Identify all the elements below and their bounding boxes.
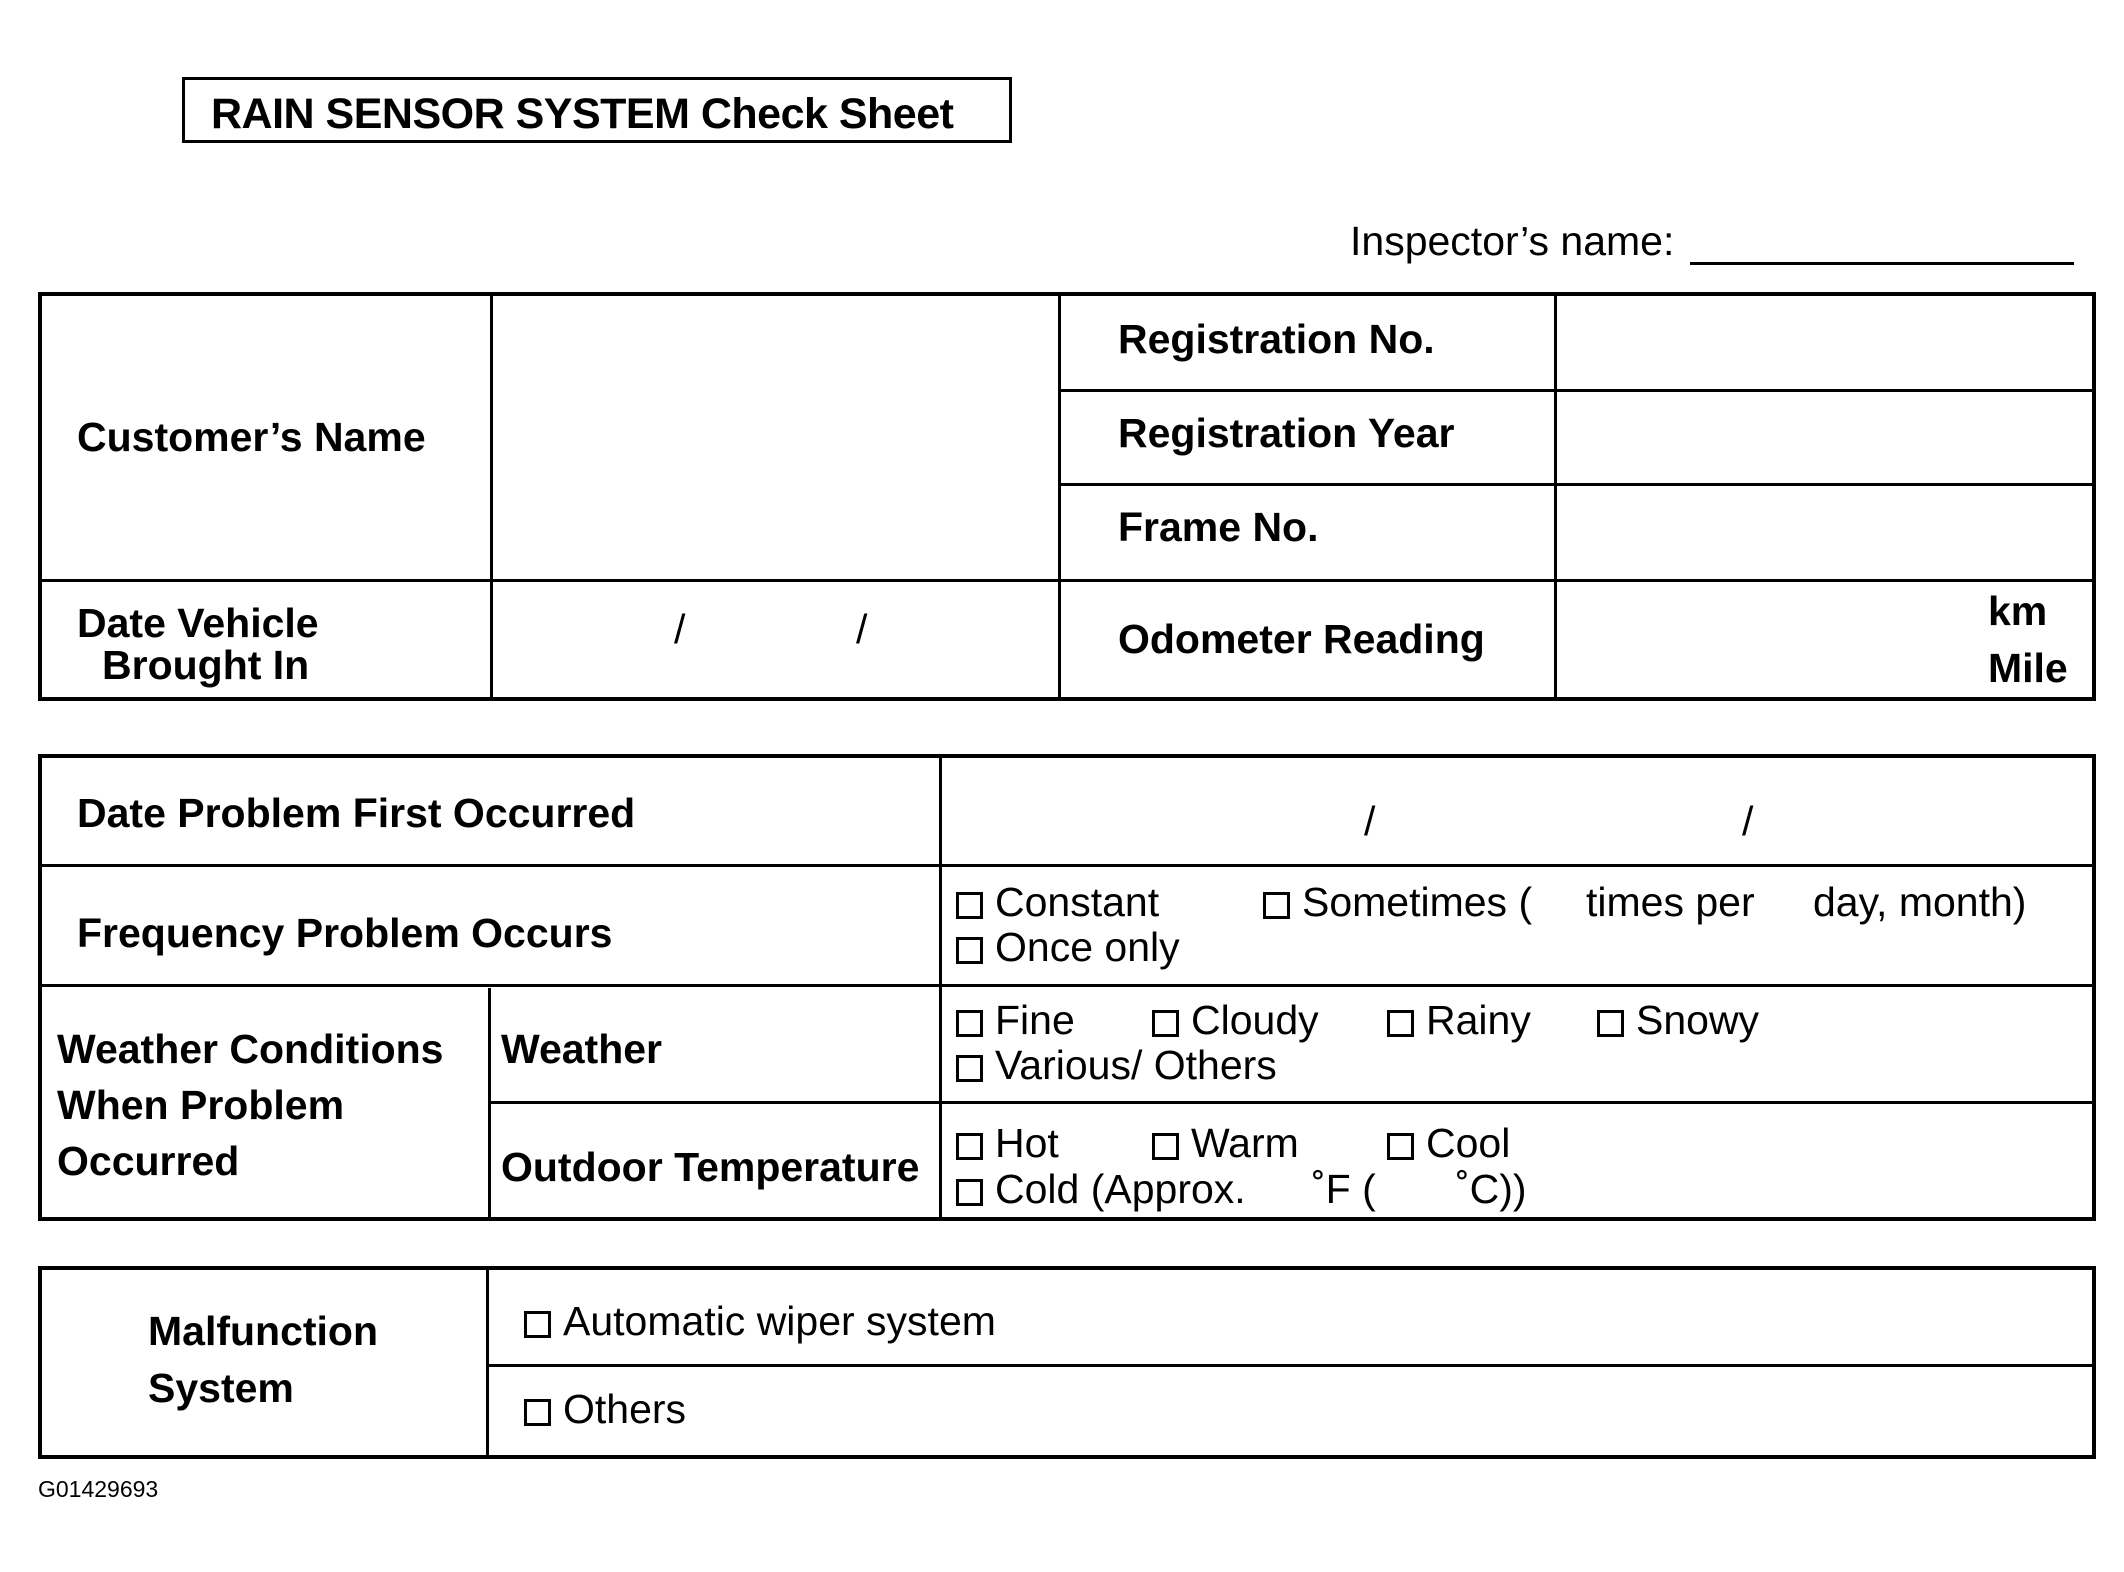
checkbox[interactable] (524, 1399, 551, 1426)
date-brought-in-label-line1: Date Vehicle (77, 600, 319, 646)
checkbox[interactable] (1597, 1010, 1624, 1037)
date-brought-in-label-line2: Brought In (102, 642, 310, 688)
registration-no-label: Registration No. (1118, 316, 1435, 362)
inspector-label: Inspector’s name: (1350, 218, 1675, 264)
option-cold[interactable]: Cold (Approx. (956, 1166, 1246, 1213)
title-box (182, 77, 1012, 143)
weather-group-label-line2: When Problem (57, 1082, 345, 1128)
checkbox[interactable] (1263, 892, 1290, 919)
checkbox[interactable] (956, 892, 983, 919)
option-cool[interactable]: Cool (1387, 1120, 1510, 1167)
deg-c-label: ˚C)) (1456, 1166, 1527, 1212)
malfunction-label-line2: System (148, 1365, 294, 1411)
option-snowy[interactable]: Snowy (1597, 997, 1759, 1044)
date-slash: / (1742, 798, 1754, 844)
option-fine[interactable]: Fine (956, 997, 1075, 1044)
option-warm[interactable]: Warm (1152, 1120, 1299, 1167)
checkbox[interactable] (1387, 1010, 1414, 1037)
option-once-only[interactable]: Once only (956, 924, 1180, 971)
date-first-occurred-label: Date Problem First Occurred (77, 790, 636, 836)
customers-name-field[interactable] (494, 296, 1054, 578)
option-malfunction-others[interactable]: Others (524, 1386, 686, 1433)
day-month-label: day, month) (1813, 879, 2027, 925)
malfunction-label-line1: Malfunction (148, 1308, 379, 1354)
option-cloudy[interactable]: Cloudy (1152, 997, 1319, 1044)
option-automatic-wiper-system[interactable]: Automatic wiper system (524, 1298, 996, 1345)
option-various-others[interactable]: Various/ Others (956, 1042, 1277, 1089)
weather-group-label-line3: Occurred (57, 1138, 240, 1184)
option-rainy[interactable]: Rainy (1387, 997, 1531, 1044)
frame-no-field[interactable] (1558, 486, 2096, 578)
date-slash: / (856, 606, 868, 652)
deg-f-label: ˚F ( (1312, 1166, 1376, 1212)
frame-no-label: Frame No. (1118, 504, 1319, 550)
checkbox[interactable] (956, 1055, 983, 1082)
registration-year-field[interactable] (1558, 392, 2096, 482)
checkbox[interactable] (1152, 1010, 1179, 1037)
checkbox[interactable] (956, 1133, 983, 1160)
date-slash: / (674, 606, 686, 652)
customers-name-label: Customer’s Name (77, 414, 426, 460)
registration-year-label: Registration Year (1118, 410, 1455, 456)
weather-group-label-line1: Weather Conditions (57, 1026, 444, 1072)
checkbox[interactable] (1387, 1133, 1414, 1160)
checkbox[interactable] (524, 1311, 551, 1338)
checkbox[interactable] (956, 937, 983, 964)
unit-mile: Mile (1988, 645, 2068, 691)
checkbox[interactable] (1152, 1133, 1179, 1160)
times-per-label: times per (1586, 879, 1755, 925)
option-sometimes[interactable]: Sometimes ( (1263, 879, 1532, 926)
option-hot[interactable]: Hot (956, 1120, 1059, 1167)
unit-km: km (1988, 588, 2048, 634)
malfunction-system-table (38, 1266, 2096, 1459)
registration-no-field[interactable] (1558, 296, 2096, 388)
checkbox[interactable] (956, 1010, 983, 1037)
checkbox[interactable] (956, 1179, 983, 1206)
weather-label: Weather (501, 1026, 663, 1072)
figure-id: G01429693 (38, 1476, 159, 1502)
frequency-label: Frequency Problem Occurs (77, 910, 613, 956)
outdoor-temperature-label: Outdoor Temperature (501, 1144, 920, 1190)
option-constant[interactable]: Constant (956, 879, 1159, 926)
inspector-name-field[interactable] (1690, 262, 2074, 265)
odometer-label: Odometer Reading (1118, 616, 1485, 662)
problem-info-table (38, 754, 2096, 1221)
date-slash: / (1364, 798, 1376, 844)
vehicle-info-table (38, 292, 2096, 701)
sheet-title: RAIN SENSOR SYSTEM Check Sheet (211, 90, 954, 138)
